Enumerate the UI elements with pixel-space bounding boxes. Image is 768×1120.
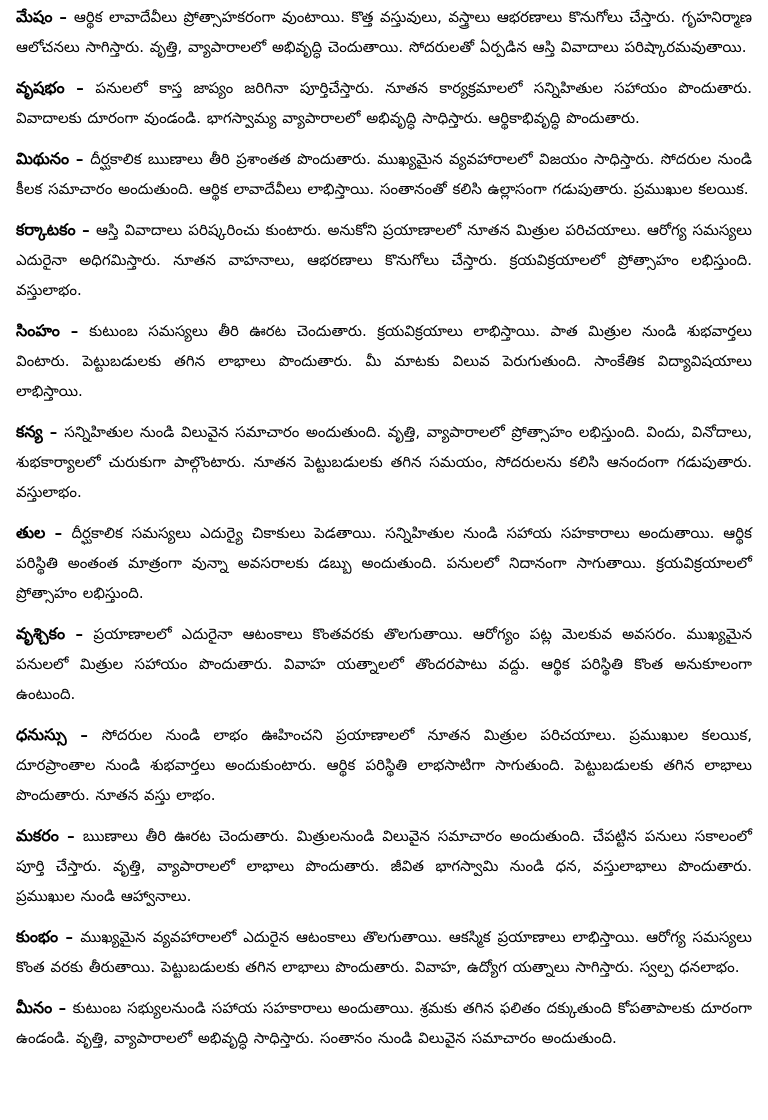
prediction-text: సోదరుల నుండి లాభం ఊహించని ప్రయాణాలలో నూతన మిత్రుల పరిచయాలు. ప్రముఖుల కలయిక, దూరప్రాంతాల నుండి శుభవార్తలు అందుకుంటారు. ఆర్థిక పరిస్థితి లాభసాటిగా సాగుతుంది. పెట్టుబడులకు తగిన లాభాలు పొందుతారు. నూతన వస్తు లాభం. <box>16 726 752 804</box>
separator: – <box>75 221 97 239</box>
horoscope-entry-dhanussu <box>16 720 752 810</box>
prediction-text: దీర్ఘకాలిక సమస్యలు ఎదుర్యై చికాకులు పెడతాయి. సన్నిహితుల నుండి సహాయ సహకారాలు అందుతాయి. ఆర్థిక పరిస్థితి అంతంత మాత్రంగా వున్నా అవసరాలకు డబ్బు అందుతుంది. పనులలో నిదానంగా సాగుతాయి. క్రయవిక్రయాలలో ప్రోత్సాహం లభిస్తుంది. <box>16 524 752 602</box>
separator: – <box>45 524 72 542</box>
separator: – <box>66 726 102 744</box>
prediction-text: పనులలో కాస్త జాప్యం జరిగినా పూర్తిచేస్తారు. నూతన కార్యక్రమాలలో సన్నిహితుల సహాయం పొందుతారు. వివాదాలకు దూరంగా వుండండి. భాగస్వామ్య వ్యాపారాలలో అభివృద్ధి సాధిస్తారు. ఆర్థికాభివృద్ధి పొందుతారు. <box>16 79 752 127</box>
horoscope-entry-mesham <box>16 2 752 62</box>
prediction-text: దీర్ఘకాలిక ఋణాలు తీరి ప్రశాంతత పొందుతారు. ముఖ్యమైన వ్యవహారాలలో విజయం సాధిస్తారు. సోదరుల నుండి కీలక సమాచారం అందుతుంది. ఆర్థిక లావాదేవీలు లాభిస్తాయి. సంతానంతో కలిసి ఉల్లాసంగా గడుపుతారు. ప్రముఖుల కలయిక. <box>16 150 752 198</box>
sign-name: తుల <box>16 523 46 542</box>
separator: – <box>52 8 74 26</box>
prediction-text: ఋణాలు తీరి ఊరట చెందుతారు. మిత్రులనుండి విలువైన సమాచారం అందుతుంది. చేపట్టిన పనులు సకాలంలో పూర్తి చేస్తారు. వృత్తి, వ్యాపారాలలో లాభాలు పొందుతారు. జీవిత భాగస్వామి నుండి ధన, వస్తులాభాలు పొందుతారు. ప్రముఖుల నుండి ఆహ్వానాలు. <box>16 827 752 905</box>
sign-name: కుంభం <box>16 927 59 946</box>
horoscope-entry-vrushabham <box>16 73 752 133</box>
separator: – <box>65 625 94 643</box>
separator: – <box>69 150 91 168</box>
separator: – <box>58 928 81 946</box>
horoscope-entry-meenam <box>16 993 752 1053</box>
horoscope-entry-simham <box>16 316 752 406</box>
separator: – <box>64 79 96 97</box>
prediction-text: ప్రయాణాలలో ఎదురైనా ఆటంకాలు కొంతవరకు తొలగుతాయి. ఆరోగ్యం పట్ల మెలకువ అవసరం. ముఖ్యమైన పనులలో మిత్రుల సహాయం పొందుతారు. వివాహ యత్నాలలో తొందరపాటు వద్దు. ఆర్థిక పరిస్థితి కొంత అనుకూలంగా ఉంటుంది. <box>16 625 752 703</box>
prediction-text: కుటుంబ సమస్యలు తీరి ఊరట చెందుతారు. క్రయవిక్రయాలు లాభిస్తాయి. పాత మిత్రుల నుండి శుభవార్తలు వింటారు. పెట్టుబడులకు తగిన లాభాలు పొందుతారు. మీ మాటకు విలువ పెరుగుతుంది. సాంకేతిక విద్యావిషయాలు లాభిస్తాయి. <box>16 322 752 400</box>
prediction-text: ఆస్తి వివాదాలు పరిష్కరించు కుంటారు. అనుకోని ప్రయాణాలలో నూతన మిత్రుల పరిచయాలు. ఆరోగ్య సమస్యలు ఎదురైనా అధిగమిస్తారు. నూతన వాహనాలు, ఆభరణాలు కొనుగోలు చేస్తారు. క్రయవిక్రయాలలో ప్రోత్సాహం లభిస్తుంది. వస్తులాభం. <box>16 221 752 299</box>
prediction-text: కుటుంబ సభ్యులనుండి సహాయ సహకారాలు అందుతాయి. శ్రమకు తగిన ఫలితం దక్కుతుంది కోపతాపాలకు దూరంగా ఉండండి. వృత్తి, వ్యాపారాలలో అభివృద్ధి సాధిస్తారు. సంతానం నుండి విలువైన సమాచారం అందుతుంది. <box>16 999 752 1047</box>
sign-name: మేషం <box>16 7 53 26</box>
sign-name: మిథునం <box>16 149 70 168</box>
sign-name: వృషభం <box>16 78 65 97</box>
horoscope-entry-mithunam <box>16 144 752 204</box>
prediction-text: ముఖ్యమైన వ్యవహారాలలో ఎదురైన ఆటంకాలు తొలగుతాయి. ఆకస్మిక ప్రయాణాలు లాభిస్తాయి. ఆరోగ్య సమస్యలు కొంత వరకు తీరుతాయి. పెట్టుబడులకు తగిన లాభాలు పొందుతారు. వివాహ, ఉద్యోగ యత్నాలు సాగిస్తారు. స్వల్ప ధనలాభం. <box>16 928 752 976</box>
sign-name: మకరం <box>16 826 59 845</box>
prediction-text: ఆర్థిక లావాదేవీలు ప్రోత్సాహకరంగా వుంటాయి. కొత్త వస్తువులు, వస్త్రాలు ఆభరణాలు కొనుగోలు చేస్తారు. గృహనిర్మాణ ఆలోచనలు సాగిస్తారు. వృత్తి, వ్యాపారాలలో అభివృద్ధి చెందుతాయి. సోదరులతో ఏర్పడిన ఆస్తి వివాదాలు పరిష్కారమవుతాయి. <box>16 8 752 56</box>
sign-name: కర్కాటకం <box>16 220 76 239</box>
horoscope-entry-vruschikam <box>16 619 752 709</box>
horoscope-entry-kumbham <box>16 922 752 982</box>
horoscope-entry-karkatakam <box>16 215 752 305</box>
sign-name: వృశ్చికం <box>16 624 66 643</box>
separator: – <box>58 827 83 845</box>
sign-name: సింహం <box>16 321 60 340</box>
separator: – <box>59 322 90 340</box>
sign-name: మీనం <box>16 998 53 1017</box>
prediction-text: సన్నిహితుల నుండి విలువైన సమాచారం అందుతుంది. వృత్తి, వ్యాపారాలలో ప్రోత్సాహం లభిస్తుంది. విందు, వినోదాలు, శుభకార్యాలలో చురుకుగా పాల్గొంటారు. నూతన పెట్టుబడులకు తగిన సమయం, సోదరులను కలిసి ఆనందంగా గడుపుతారు. వస్తులాభం. <box>16 423 752 501</box>
horoscope-entry-makaram <box>16 821 752 911</box>
separator: – <box>42 423 65 441</box>
horoscope-entry-kanya <box>16 417 752 507</box>
sign-name: కన్య <box>16 422 43 441</box>
sign-name: ధనుస్సు <box>16 725 67 744</box>
horoscope-entry-tula <box>16 518 752 608</box>
separator: – <box>52 999 73 1017</box>
